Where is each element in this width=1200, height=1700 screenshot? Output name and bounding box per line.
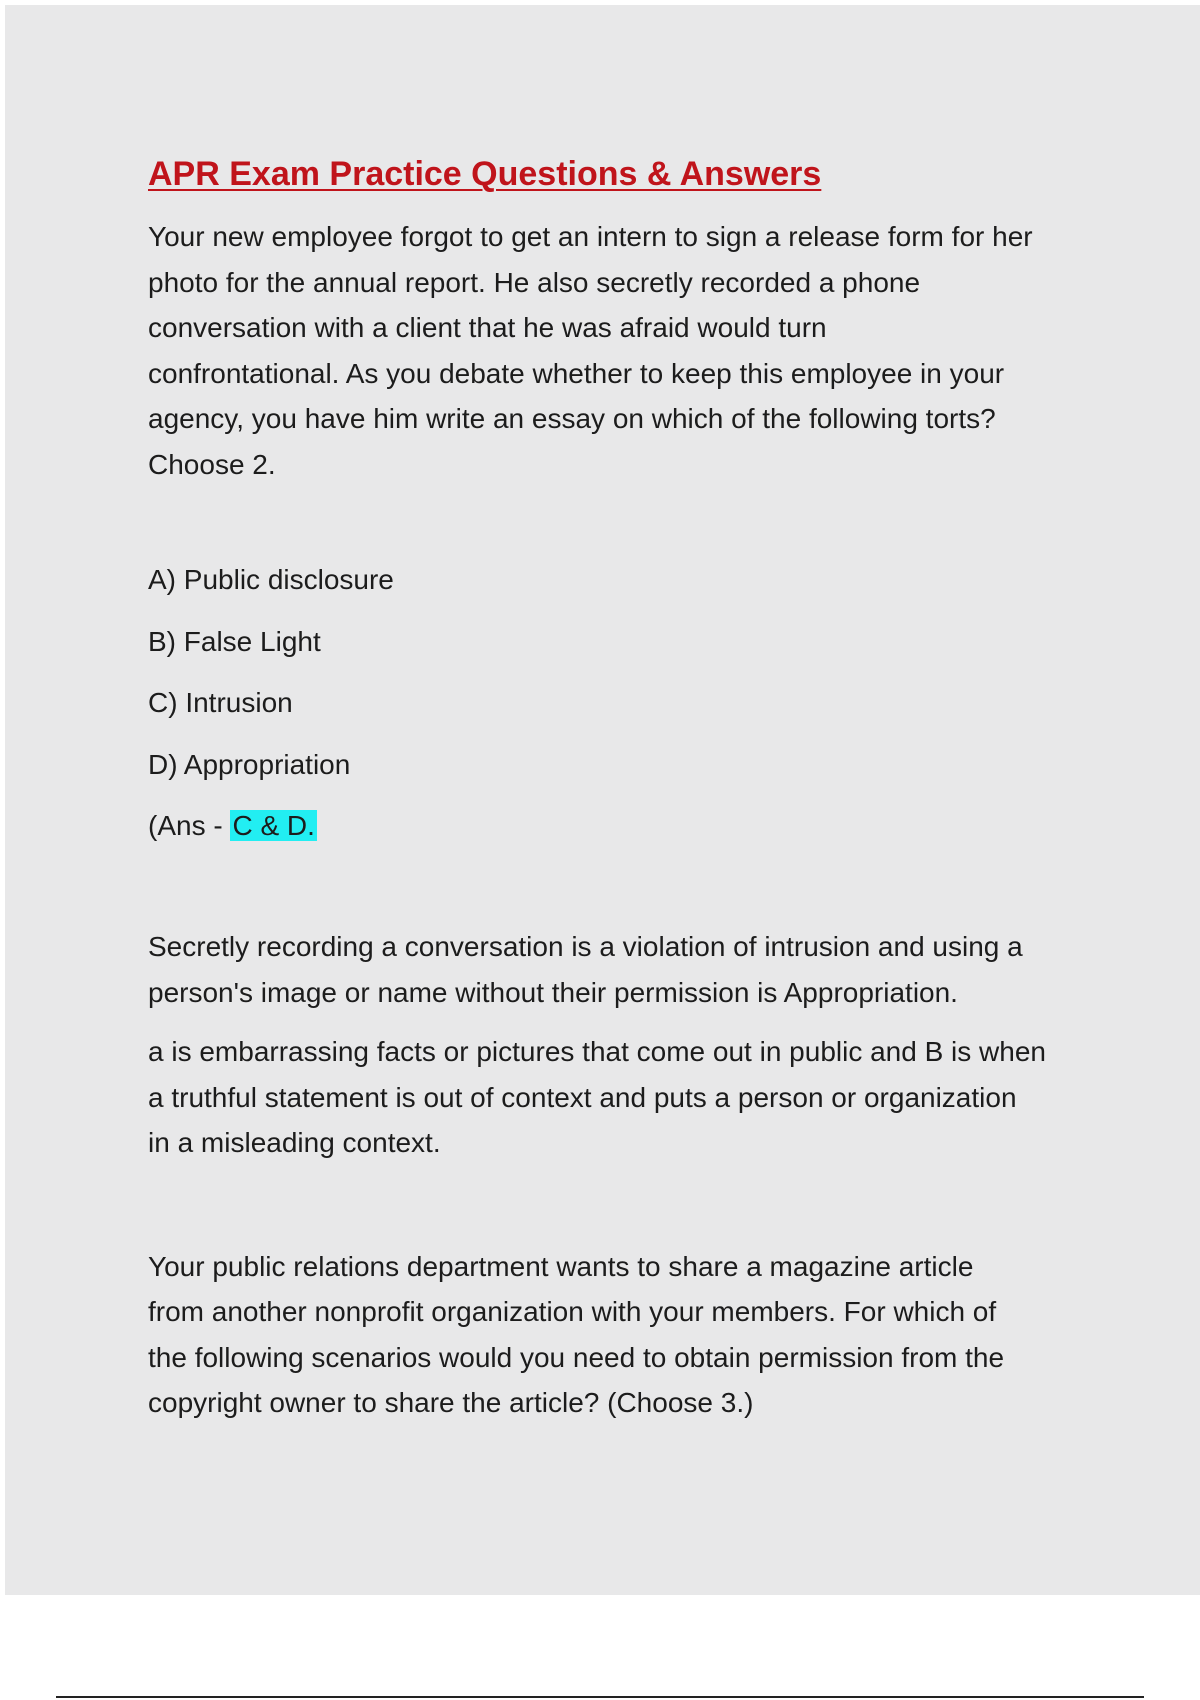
question-1-line: photo for the annual report. He also secretly recorded a phone [148, 266, 921, 298]
footer-divider [56, 1696, 1144, 1698]
option-a: A) Public disclosure [148, 564, 394, 595]
explanation-2 [148, 1029, 1098, 1166]
explanation-1-line: person's image or name without their permission is Appropriation. [148, 976, 958, 1008]
option-b: B) False Light [148, 625, 321, 657]
question-1-line: confrontational. As you debate whether to keep this employee in your [148, 357, 1005, 389]
explanation-1 [148, 924, 1098, 1015]
document-body [148, 148, 1098, 1426]
option-d: D) Appropriation [148, 748, 351, 780]
question-1-line: conversation with a client that he was afraid would turn [148, 312, 827, 343]
answer-highlight: C & D. [232, 810, 315, 841]
answer-line [148, 806, 1098, 846]
question-1-line: agency, you have him write an essay on which of the following torts? [148, 403, 996, 434]
explanation-2-line: in a misleading context. [148, 1127, 441, 1158]
question-2-line: Your public relations department wants to share a magazine article [148, 1250, 974, 1282]
explanation-1-line: Secretly recording a conversation is a violation of intrusion and using a [148, 931, 1023, 962]
question-1-text [148, 214, 1098, 487]
explanation-2-line: a truthful statement is out of context and puts a person or organization [148, 1081, 1017, 1113]
question-2-line: the following scenarios would you need to obtain permission from the [148, 1341, 1005, 1373]
explanation-2-line: a is embarrassing facts or pictures that come out in public and B is when [148, 1036, 1046, 1067]
question-2-line: copyright owner to share the article? (Choose 3.) [148, 1387, 754, 1418]
question-1-options [148, 560, 1098, 846]
answer-prefix: (Ans - [148, 810, 231, 841]
question-2-line: from another nonprofit organization with your members. For which of [148, 1296, 997, 1327]
document-title: APR Exam Practice Questions & Answers [148, 155, 822, 193]
question-1-line: Choose 2. [148, 448, 276, 480]
option-c: C) Intrusion [148, 687, 293, 718]
question-2-text [148, 1244, 1098, 1426]
question-1-line: Your new employee forgot to get an intern to sign a release form for her [148, 221, 1033, 252]
